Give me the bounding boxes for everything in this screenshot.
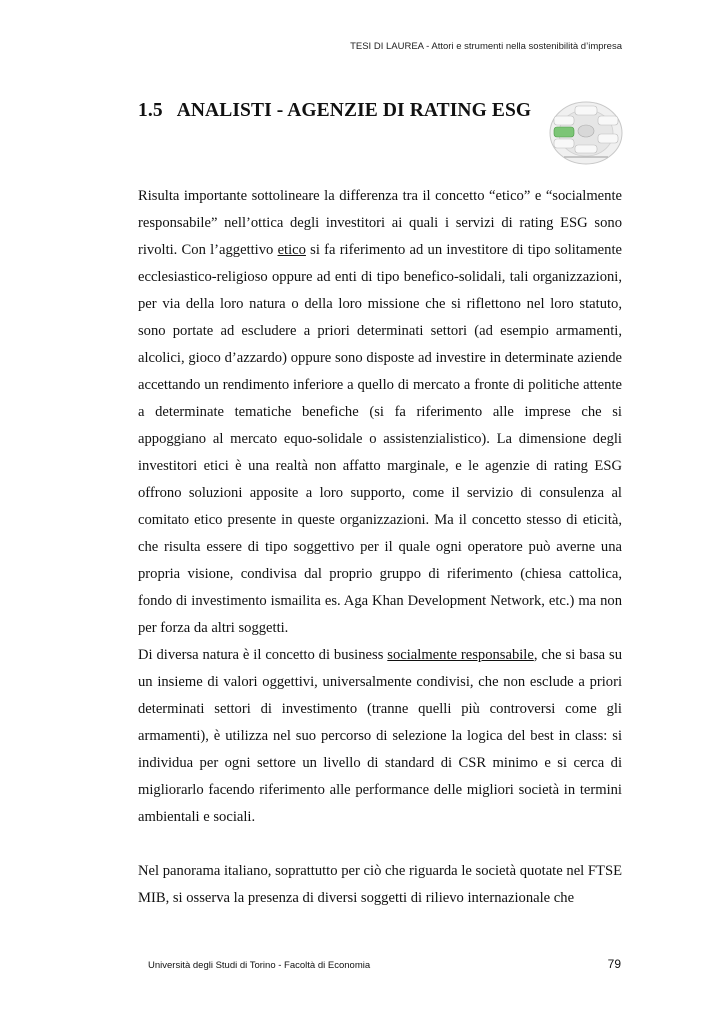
section-title: ANALISTI - AGENZIE DI RATING ESG [176, 100, 532, 121]
body-text [138, 183, 622, 912]
section-heading [138, 100, 531, 122]
page-number: 79 [607, 957, 621, 971]
footer-institution: Università degli Studi di Torino - Facoltà di Economia [148, 960, 371, 971]
paragraph-ethical-investors: Risulta importante sottolineare la differenza tra il concetto “etico” e “socialmente responsabile” nell’ottica degli investitori ai quali i servizi di rating ESG sono rivolti. Con l’aggettivo etico si fa riferimento ad un investitore di tipo solitamente ecclesiastico-religioso oppure ad enti di tipo benefico-solidali, tali organizzazioni, per via della loro natura o della loro missione che si riflettono nel loro statuto, sono portate ad escludere a priori determinati settori (ad esempio armamenti, alcolici, gioco d’azzardo) oppure sono disposte ad investire in determinate aziende accettando un rendimento inferiore a quello di mercato a fronte di politiche attente a determinate tematiche benefiche (si fa riferimento alle imprese che si appoggiano al mercato equo-solidale o assistenzialistico). La dimensione degli investitori etici è una realtà non affatto marginale, e le agenzie di rating ESG offrono soluzioni apposite a loro supporto, come il servizio di consulenza al comitato etico presente in queste organizzazioni. Ma il concetto stesso di eticità, che risulta essere di tipo soggettivo per il quale ogni operatore può averne una propria visione, condivisa dal proprio gruppo di riferimento (chiesa cattolica, fondo di investimento ismailita es. Aga Khan Development Network, etc.) ma non per forza da altri soggetti. [138, 188, 622, 636]
running-header: TESI DI LAUREA - Attori e strumenti nella sostenibilità d’impresa [350, 41, 622, 52]
paragraph-socially-responsible: Di diversa natura è il concetto di business socialmente responsabile, che si basa su un insieme di valori oggettivi, universalmente condivisi, che non esclude a priori determinati settori di investimento (tranne quelli più controversi come gli armamenti), è utilizza nel suo percorso di selezione la logica del best in class: si individua per ogni settore un livello di standard di CSR minimo e si cerca di migliorarlo facendo riferimento alle performance delle migliori società in termini ambientali e sociali. [138, 647, 623, 825]
section-number: 1.5 [138, 100, 163, 121]
underlined-term-socially-responsible: socialmente responsabile [387, 647, 534, 663]
sustainability-cycle-diagram-icon [548, 100, 624, 166]
paragraph-italian-landscape: Nel panorama italiano, soprattutto per ciò che riguarda le società quotate nel FTSE MIB, si osserva la presenza di diversi soggetti di rilievo internazionale che [138, 863, 622, 906]
underlined-term-etico: etico [277, 242, 306, 258]
